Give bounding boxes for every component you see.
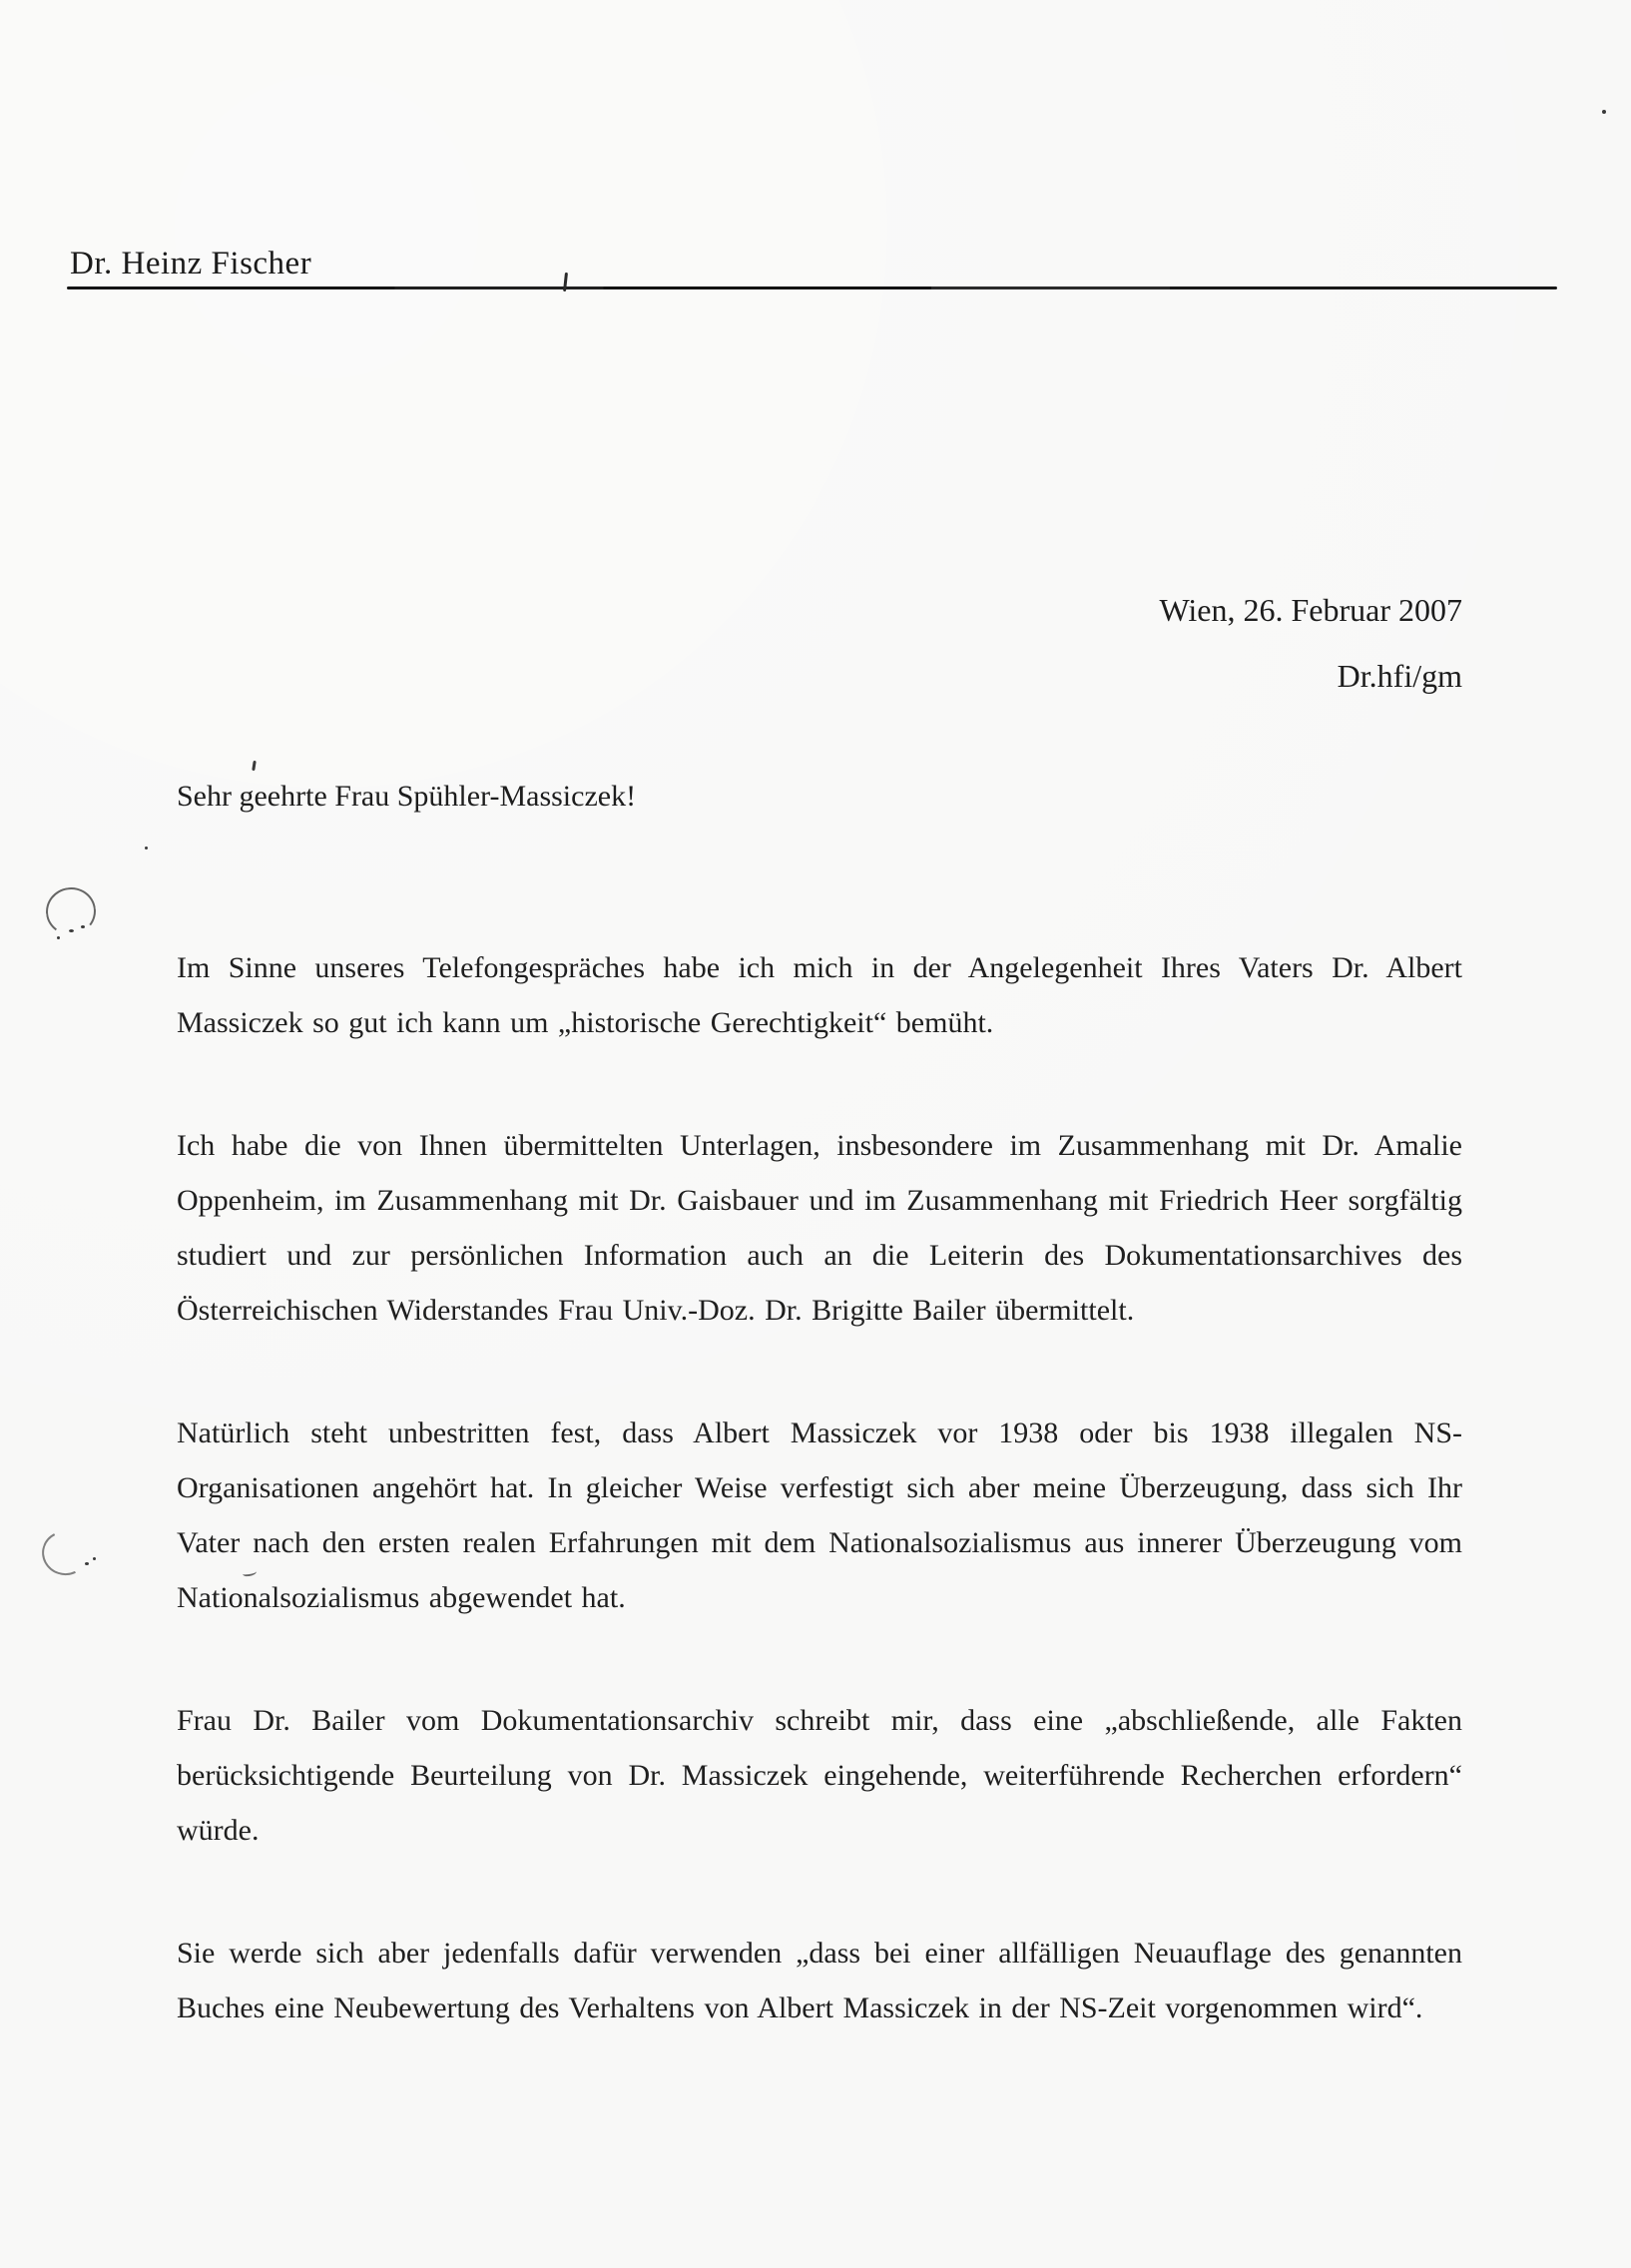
scan-speck xyxy=(145,847,148,850)
place-date-line: Wien, 26. Februar 2007 xyxy=(1159,592,1462,628)
scan-speck xyxy=(69,929,74,932)
letterhead-name: Dr. Heinz Fischer xyxy=(70,246,312,282)
scan-speck xyxy=(81,925,85,928)
scan-speck xyxy=(252,761,257,771)
scan-speck xyxy=(57,936,60,939)
paragraph-4: Frau Dr. Bailer vom Dokumentationsarchiv schreibt mir, dass eine „abschließende, alle Fakten berücksichtigende Beurteilung von Dr. Massiczek eingehende, weiterführende Recherchen erfordern“ würde. xyxy=(177,1704,1462,1847)
scan-speck xyxy=(85,1562,89,1565)
reference-line: Dr.hfi/gm xyxy=(1337,658,1462,694)
letterhead-rule xyxy=(67,286,1557,289)
paragraph-1: Im Sinne unseres Telefongespräches habe ich mich in der Angelegenheit Ihres Vaters Dr. Albert Massiczek so gut ich kann um „historische Gerechtigkeit“ bemüht. xyxy=(177,951,1462,1039)
salutation: Sehr geehrte Frau Spühler-Massiczek! xyxy=(177,780,637,813)
date-block xyxy=(177,577,1462,709)
paragraph-3: Natürlich steht unbestritten fest, dass Albert Massiczek vor 1938 oder bis 1938 illegalen NS-Organisationen angehört hat. In gleicher Weise verfestigt sich aber meine Überzeugung, dass sich Ihr Vater nach den ersten realen Erfahrungen mit dem Nationalsozialismus aus innerer Überzeugung vom Nationalsozialismus abgewendet hat. xyxy=(177,1417,1462,1614)
scan-speck xyxy=(1602,110,1606,114)
letter-body xyxy=(177,940,1462,2103)
punch-hole-mark-bottom xyxy=(36,1525,93,1581)
paragraph-2: Ich habe die von Ihnen übermittelten Unterlagen, insbesondere im Zusammenhang mit Dr. Amalie Oppenheim, im Zusammenhang mit Dr. Gaisbauer und im Zusammenhang mit Friedrich Heer sorgfältig studiert und zur persönlichen Information auch an die Leiterin des Dokumentationsarchives des Österreichischen Widerstandes Frau Univ.-Doz. Dr. Brigitte Bailer übermittelt. xyxy=(177,1129,1462,1327)
scan-speck xyxy=(93,1557,96,1560)
paragraph-5: Sie werde sich aber jedenfalls dafür verwenden „dass bei einer allfälligen Neuauflage des genannten Buches eine Neubewertung des Verhaltens von Albert Massiczek in der NS-Zeit vorgenommen wird“. xyxy=(177,1937,1462,2024)
